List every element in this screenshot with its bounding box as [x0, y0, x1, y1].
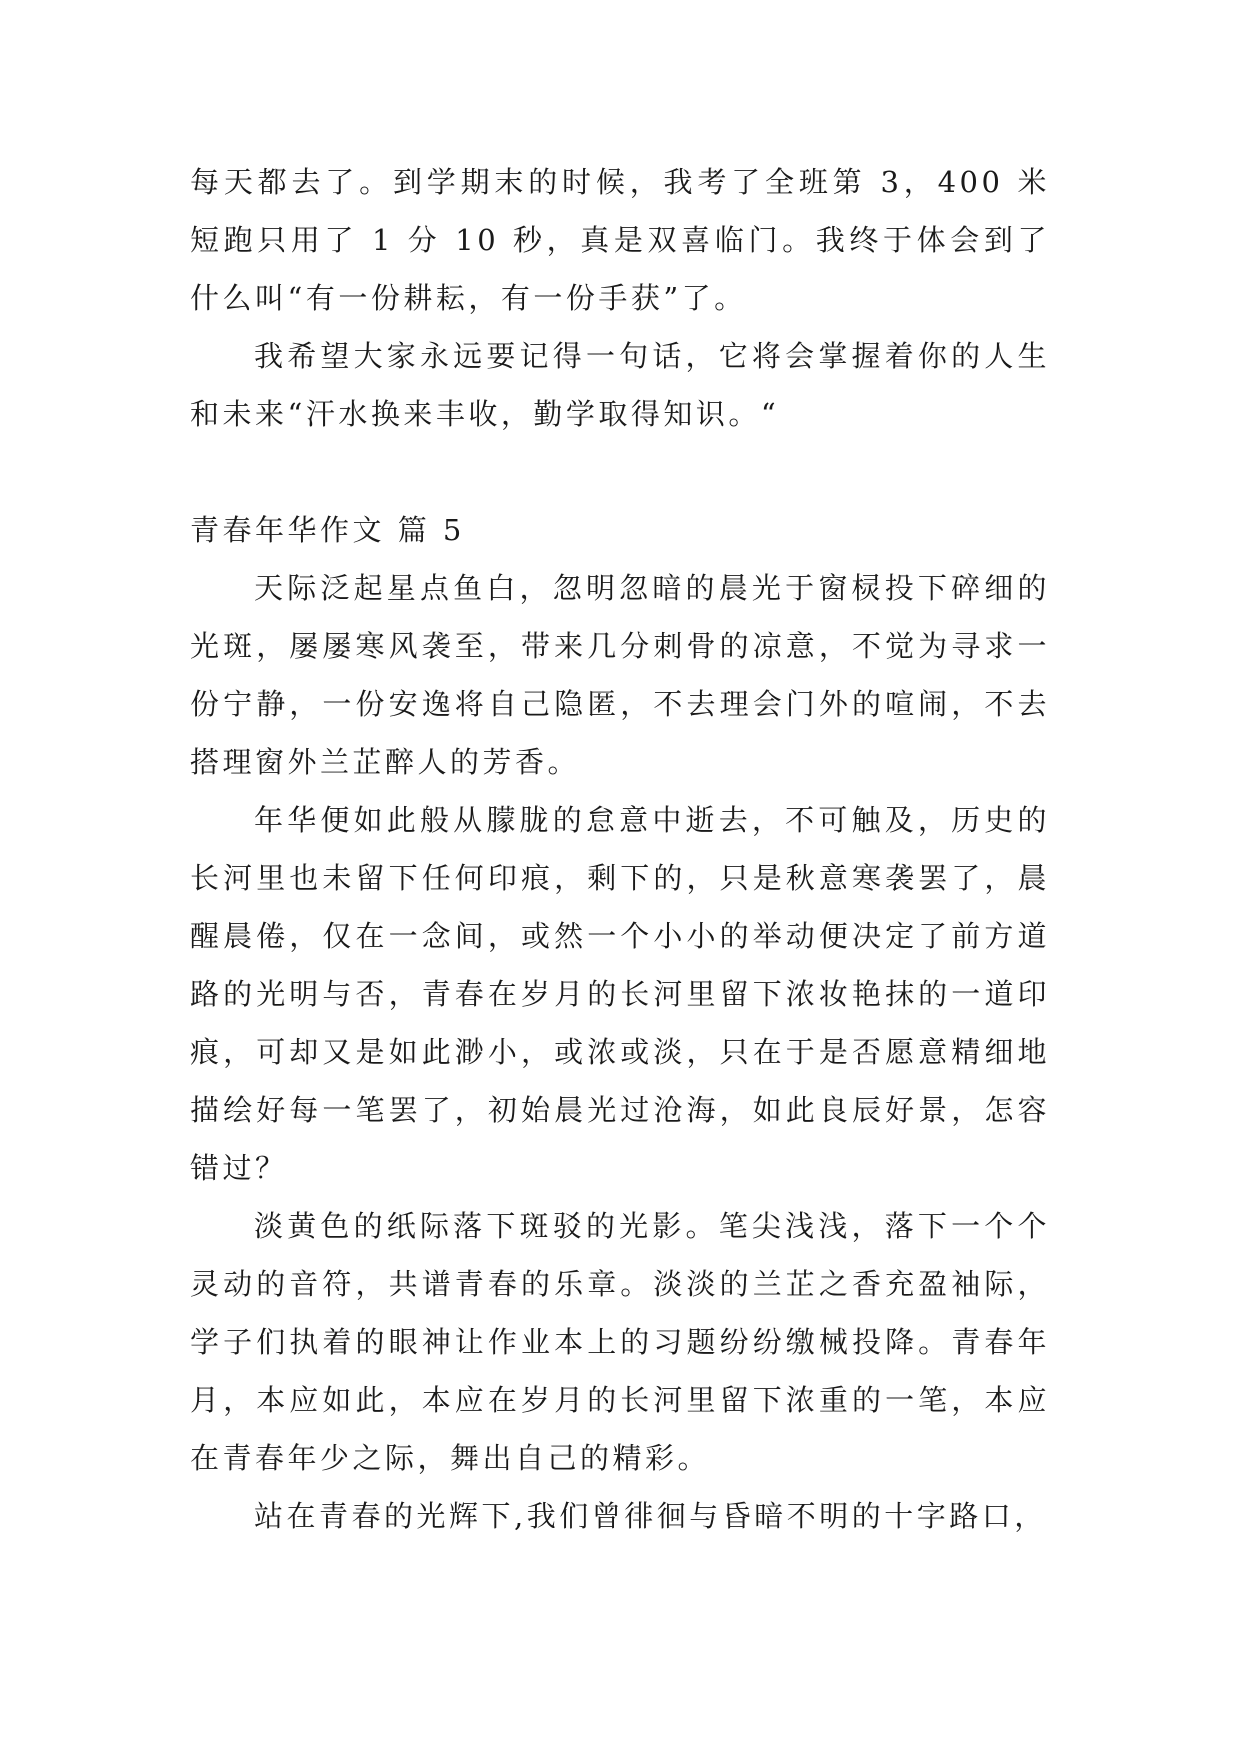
paragraph-3: 淡黄色的纸际落下斑驳的光影。笔尖浅浅，落下一个个灵动的音符，共谱青春的乐章。淡淡的兰芷之香充盈袖际，学子们执着的眼神让作业本上的习题纷纷缴械投降。青春年月，本应如此，本应在岁月的长河里留下浓重的一笔，本应在青春年少之际，舞出自己的精彩。 — [190, 1209, 1050, 1475]
section-heading: 青春年华作文 篇 5 — [190, 513, 465, 547]
paragraph-closing: 我希望大家永远要记得一句话，它将会掌握着你的人生和未来“汗水换来丰收，勤学取得知识。“ — [190, 339, 1050, 431]
paragraph-continued: 每天都去了。到学期末的时候，我考了全班第 3，400 米短跑只用了 1 分 10 秒，真是双喜临门。我终于体会到了什么叫“有一份耕耘，有一份手获”了。 — [190, 165, 1050, 315]
paragraph-2: 年华便如此般从朦胧的怠意中逝去，不可触及，历史的长河里也未留下任何印痕，剩下的，只是秋意寒袭罢了，晨醒晨倦，仅在一念间，或然一个小小的举动便决定了前方道路的光明与否，青春在岁月的长河里留下浓妆艳抹的一道印痕，可却又是如此渺小，或浓或淡，只在于是否愿意精细地描绘好每一笔罢了，初始晨光过沧海，如此良辰好景，怎容错过？ — [190, 803, 1050, 1185]
paragraph-1: 天际泛起星点鱼白，忽明忽暗的晨光于窗棂投下碎细的光斑，屡屡寒风袭至，带来几分刺骨的凉意，不觉为寻求一份宁静，一份安逸将自己隐匿，不去理会门外的喧闹，不去搭理窗外兰芷醉人的芳香。 — [190, 571, 1050, 779]
paragraph-4: 站在青春的光辉下,我们曾徘徊与昏暗不明的十字路口， — [254, 1499, 1047, 1533]
document-body — [190, 153, 1050, 1545]
